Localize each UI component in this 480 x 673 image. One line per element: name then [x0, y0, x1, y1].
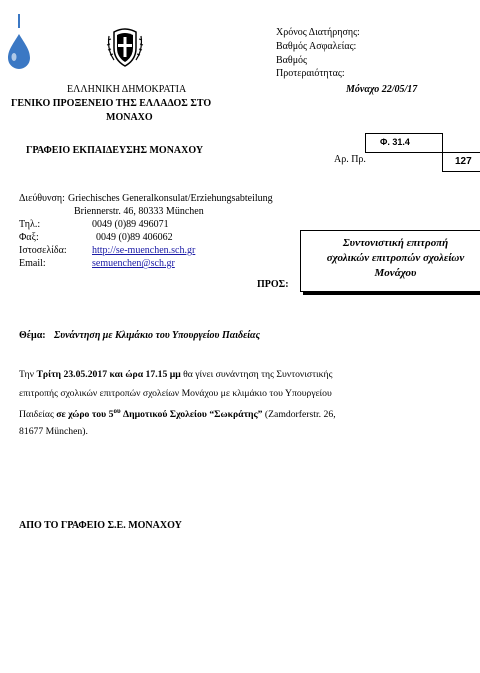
- recipient-box: [300, 230, 480, 292]
- water-drop-icon: [4, 12, 34, 72]
- website-label: Ιστοσελίδα:: [19, 245, 67, 256]
- ordinal-suffix: ου: [113, 407, 121, 415]
- fax-label: Φαξ:: [19, 232, 39, 243]
- subject-text: Συνάντηση με Κλιμάκιο του Υπουργείου Παιδείας: [54, 330, 261, 341]
- recipient-line1: Συντονιστική επιτροπή: [342, 237, 449, 249]
- consulate-title-line1: ΓΕΝΙΚΟ ΠΡΟΞΕΝΕΙΟ ΤΗΣ ΕΛΛΑΔΟΣ ΣΤΟ: [11, 98, 212, 109]
- venue-text: σε χώρο του 5: [56, 409, 114, 421]
- security-level-label: Βαθμός Ασφαλείας:: [276, 41, 357, 52]
- address-line1: Griechisches Generalkonsulat/Erziehungsabteilung: [68, 193, 273, 204]
- website-link[interactable]: http://se-muenchen.sch.gr: [92, 245, 196, 256]
- protocol-number: 127: [455, 156, 472, 167]
- body-line-1: [19, 369, 332, 380]
- recipient-line3: Μονάχου: [374, 267, 417, 279]
- body-line-2: επιτροπής σχολικών επιτροπών σχολείων Μονάχου με κλιμάκιο του Υπουργείου: [19, 388, 332, 399]
- email-label: Email:: [19, 258, 46, 269]
- priority-label-line2: Προτεραιότητας:: [276, 68, 345, 79]
- fax-value: 0049 (0)89 406062: [96, 232, 173, 243]
- phone-label: Τηλ.:: [19, 219, 41, 230]
- meeting-datetime: Τρίτη 23.05.2017 και ώρα 17.15 μμ: [36, 369, 181, 380]
- subject-label: Θέμα:: [19, 330, 46, 341]
- to-label: ΠΡΟΣ:: [257, 279, 289, 290]
- email-link[interactable]: semuenchen@sch.gr: [92, 258, 175, 269]
- body-text: θα γίνει συνάντηση της Συντονιστικής: [183, 369, 333, 380]
- republic-title: ΕΛΛΗΝΙΚΗ ΔΗΜΟΚΡΑΤΙΑ: [67, 84, 187, 95]
- retention-time-label: Χρόνος Διατήρησης:: [276, 27, 360, 38]
- recipient-line2: σχολικών επιτροπών σχολείων: [326, 252, 465, 264]
- body-text: Την: [19, 369, 35, 380]
- school-name: Δημοτικού Σχολείου “Σωκράτης”: [123, 409, 263, 421]
- signature-office: ΑΠΟ ΤΟ ΓΡΑΦΕΙΟ Σ.Ε. ΜΟΝΑΧΟΥ: [19, 520, 182, 531]
- greek-emblem-icon: [106, 26, 144, 68]
- protocol-number-box: [442, 152, 480, 172]
- body-text: Παιδείας: [19, 409, 54, 421]
- address-label: Διεύθυνση:: [19, 193, 65, 204]
- office-title: ΓΡΑΦΕΙΟ ΕΚΠΑΙΔΕΥΣΗΣ ΜΟΝΑΧΟΥ: [26, 145, 204, 156]
- body-line-4: 81677 München).: [19, 426, 88, 437]
- protocol-label: Αρ. Πρ.: [334, 154, 366, 165]
- place-date: Μόναχο 22/05/17: [346, 84, 418, 95]
- file-code: Φ. 31.4: [380, 137, 410, 147]
- file-code-box: [365, 133, 443, 153]
- consulate-title-line2: ΜΟΝΑΧΟ: [106, 112, 153, 123]
- priority-label-line1: Βαθμός: [276, 55, 308, 66]
- phone-value: 0049 (0)89 496071: [92, 219, 169, 230]
- body-line-3: [19, 407, 336, 420]
- venue-address: (Zamdorferstr. 26,: [264, 409, 336, 421]
- address-line2: Briennerstr. 46, 80333 München: [74, 206, 204, 217]
